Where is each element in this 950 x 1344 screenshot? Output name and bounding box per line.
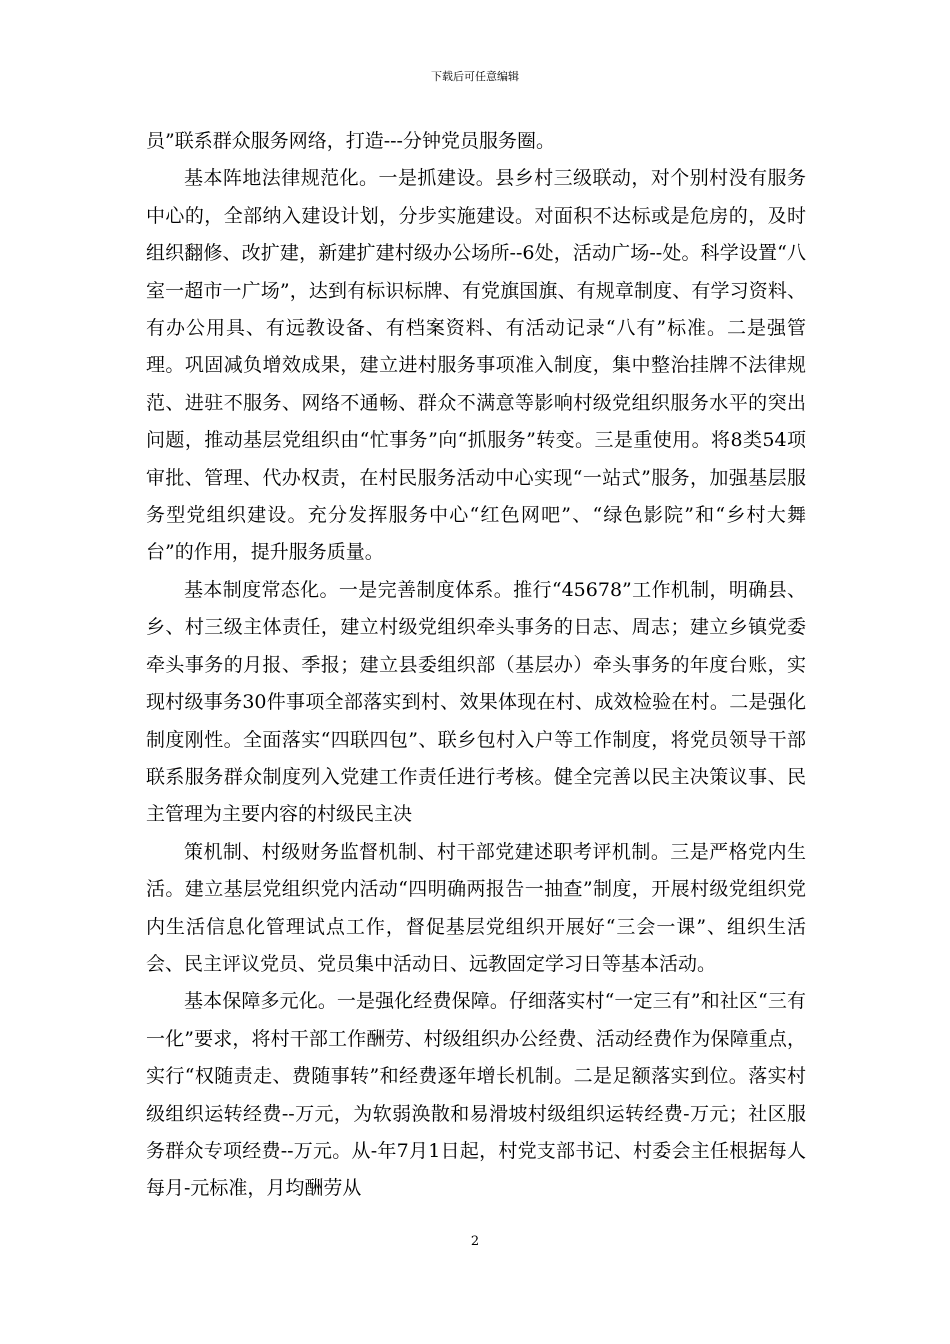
paragraph-basic-position: 基本阵地法律规范化。一是抓建设。县乡村三级联动，对个别村没有服务中心的，全部纳入建设计划，分步实施建设。对面积不达标或是危房的，及时组织翻修、改扩建，新建扩建村级办公场所--6处，活动广场--处。科学设置“八室一超市一广场”，达到有标识标牌、有党旗国旗、有规章制度、有学习资料、有办公用具、有远教设备、有档案资料、有活动记录“八有”标准。二是强管理。巩固减负增效成果，建立进村服务事项准入制度，集中整治挂牌不法律规范、进驻不服务、网络不通畅、群众不满意等影响村级党组织服务水平的突出问题，推动基层党组织由“忙事务”向“抓服务”转变。三是重使用。将8类54项审批、管理、代办权责，在村民服务活动中心实现“一站式”服务，加强基层服务型党组织建设。充分发挥服务中心“红色网吧”、“绿色影院”和“乡村大舞台”的作用，提升服务质量。 <box>146 167 806 564</box>
body-text <box>146 123 806 1208</box>
paragraph-continuation: 员”联系群众服务网络，打造---分钟党员服务圈。 <box>146 130 555 152</box>
page-number: 2 <box>470 1234 480 1249</box>
paragraph-basic-system: 基本制度常态化。一是完善制度体系。推行“45678”工作机制，明确县、乡、村三级主体责任，建立村级党组织牵头事务的日志、周志；建立乡镇党委牵头事务的月报、季报；建立县委组织部（基层办）牵头事务的年度台账，实现村级事务30件事项全部落实到村、效果体现在村、成效检验在村。二是强化制度刚性。全面落实“四联四包”、联乡包村入户等工作制度，将党员领导干部联系服务群众制度列入党建工作责任进行考核。健全完善以民主决策议事、民主管理为主要内容的村级民主决 <box>146 578 806 826</box>
page-header: 下载后可任意编辑 <box>431 70 519 83</box>
paragraph-basic-guarantee: 基本保障多元化。一是强化经费保障。仔细落实村“一定三有”和社区“三有一化”要求，将村干部工作酬劳、村级组织办公经费、活动经费作为保障重点，实行“权随责走、费随事转”和经费逐年增长机制。二是足额落实到位。落实村级组织运转经费--万元，为软弱涣散和易滑坡村级组织运转经费-万元；社区服务群众专项经费--万元。从-年7月1日起，村党支部书记、村委会主任根据每人每月-元标准，月均酬劳从 <box>146 990 806 1200</box>
paragraph-decision-mechanism: 策机制、村级财务监督机制、村干部党建述职考评机制。三是严格党内生活。建立基层党组织党内活动“四明确两报告一抽查”制度，开展村级党组织党内生活信息化管理试点工作，督促基层党组织开展好“三会一课”、组织生活会、民主评议党员、党员集中活动日、远教固定学习日等基本活动。 <box>146 840 806 975</box>
